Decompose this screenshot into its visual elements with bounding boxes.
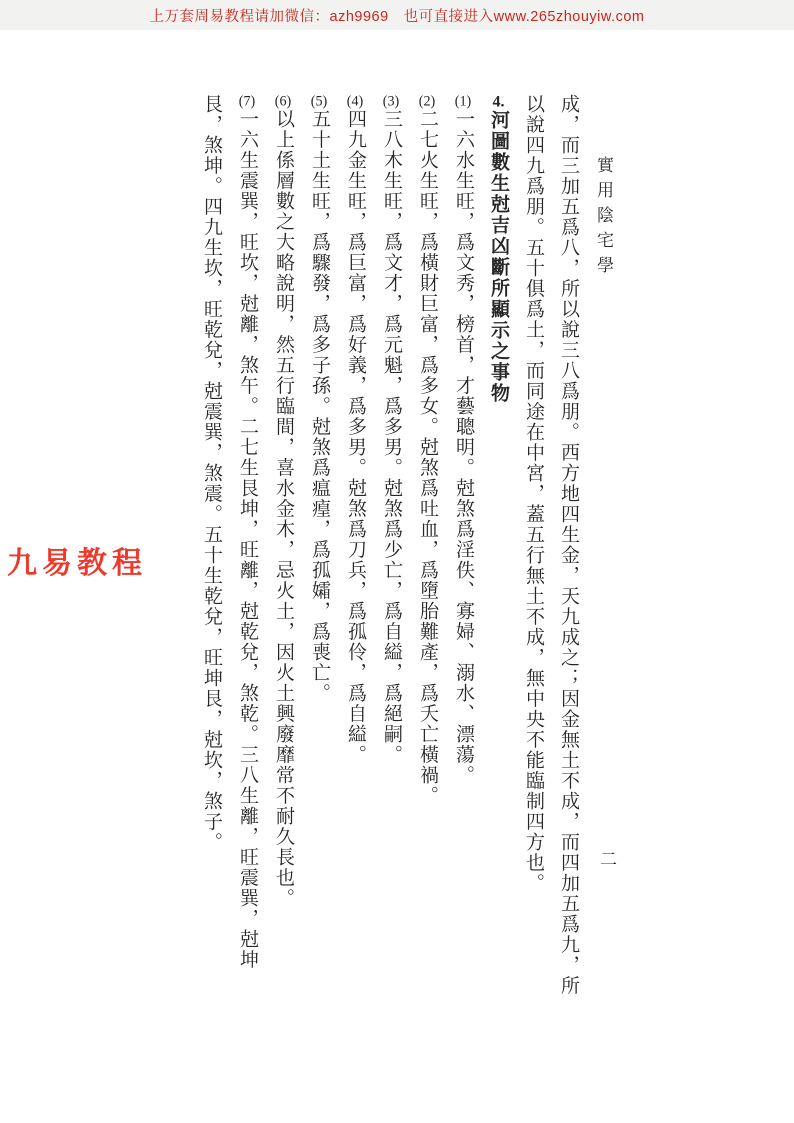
item-text: 五十土生旺，爲驟發，爲多子孫。尅煞爲瘟㾮，爲孤孀，爲喪亡。 — [309, 109, 330, 704]
item-marker: (7) — [238, 94, 256, 109]
item-marker: (1) — [454, 94, 472, 109]
item-text: 二七火生旺，爲橫財巨富，爲多女。尅煞爲吐血，爲墮胎難產，爲夭亡橫禍。 — [417, 109, 438, 806]
item-marker: (5) — [310, 94, 328, 109]
item-text: 以上係層數之大略說明，然五行臨間，喜水金木，忌火土，因火土興廢靡常不耐久長也。 — [273, 109, 294, 909]
book-title: 實用陰宅學 — [594, 156, 613, 281]
item-marker: (3) — [382, 94, 400, 109]
page-number: 二 — [597, 850, 616, 867]
intro-paragraph: 成，而三加五爲八，所以說三八爲朋。西方地四生金，天九成之；因金無土不成，而四加五爲九，所以說四九爲朋。五十俱爲土，而同途在中宮，蓋五行無土不成，無中央不能臨制四方也。 — [523, 94, 579, 996]
item-text: 三八木生旺，爲文才，爲元魁，爲多男。尅煞爲少亡，爲自縊，爲絕嗣。 — [381, 109, 402, 765]
watermark-text: 九易教程 — [7, 547, 147, 580]
promo-banner — [0, 0, 794, 30]
item-marker: (2) — [418, 94, 436, 109]
section-heading-number: 4. — [492, 94, 505, 110]
list-item — [373, 94, 409, 1006]
item-marker: (6) — [274, 94, 292, 109]
section-heading-text: 河圖數生尅吉凶斷所顯示之事物 — [488, 110, 509, 404]
list-item — [409, 94, 445, 1006]
item-text: 四九金生旺，爲巨富，爲好義，爲多男。尅煞爲刀兵，爲孤伶，爲自縊。 — [345, 109, 366, 765]
list-item — [301, 94, 337, 1006]
item-text: 一六水生旺，爲文秀，榜首，才藝聰明。尅煞爲淫佚、寡婦、溺水、漂蕩。 — [453, 109, 474, 786]
item-marker: (4) — [346, 94, 364, 109]
promo-banner-text: 上万套周易教程请加微信：azh9969 也可直接进入www.265zhouyiw.com — [149, 8, 645, 25]
main-text-block — [194, 94, 586, 1006]
list-item — [265, 94, 301, 1006]
item-text: 一六生震巽，旺坎，尅離，煞午。二七生艮坤，旺離，尅乾兌，煞乾。三八生離，旺震巽，尅坤艮，煞坤。四九生坎，旺乾兌，尅震巽，煞震。五十生乾兌，旺坤艮，尅坎，煞子。 — [201, 94, 258, 970]
list-item — [194, 94, 265, 1006]
list-item — [337, 94, 373, 1006]
section-heading — [481, 94, 516, 1006]
list-item — [445, 94, 481, 1006]
